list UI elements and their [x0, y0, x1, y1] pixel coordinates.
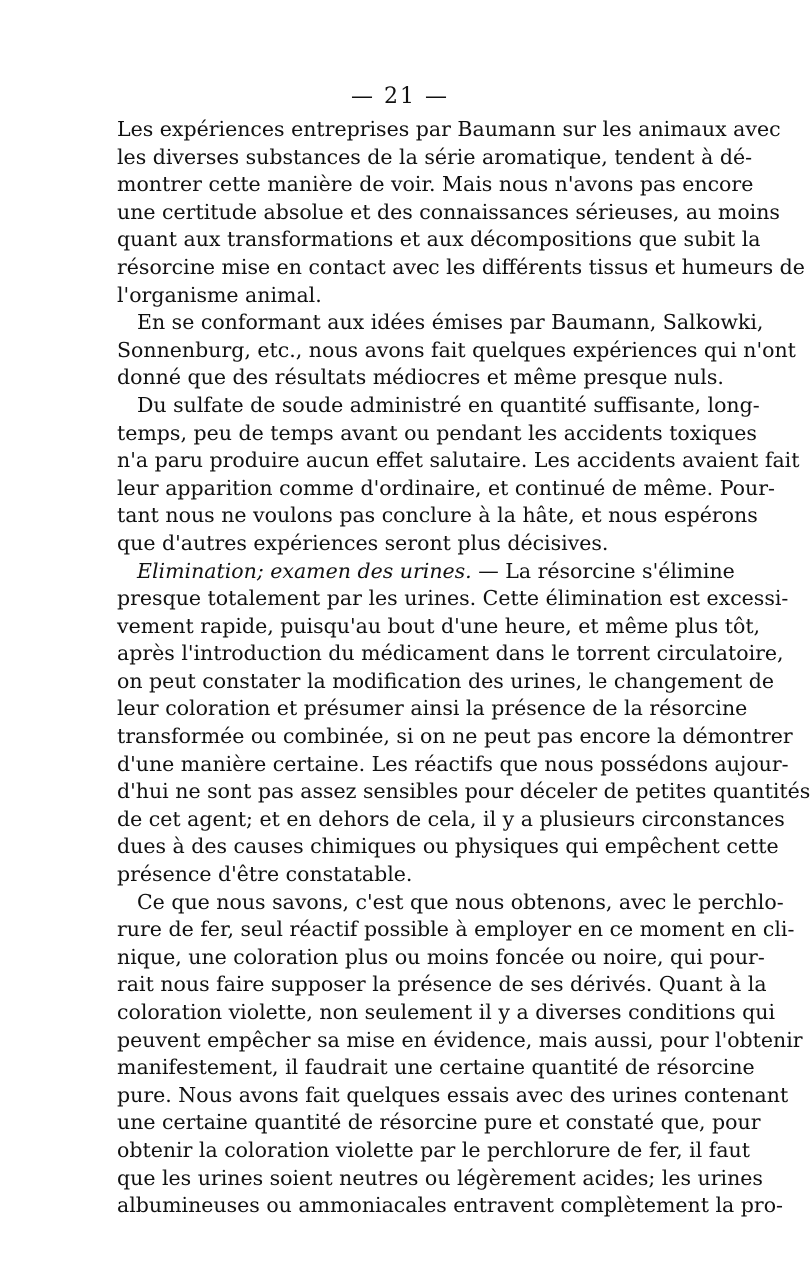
text-line: que les urines soient neutres ou légèrement acides; les urines [117, 1165, 763, 1190]
text-line: Les expériences entreprises par Baumann sur les animaux avec [117, 117, 781, 141]
text-line: n'a paru produire aucun effet salutaire. Les accidents avaient fait [117, 448, 800, 473]
text-line: d'une manière certaine. Les réactifs que nous possédons aujour- [117, 751, 789, 776]
text-line-continuation: — La résorcine s'élimine [471, 558, 735, 583]
text-line: albumineuses ou ammoniacales entravent complètement la pro- [117, 1193, 783, 1218]
text-line: presque totalement par les urines. Cette élimination est excessi- [117, 586, 789, 611]
text-line: leur apparition comme d'ordinaire, et continué de même. Pour- [117, 475, 775, 500]
text-line: donné que des résultats médiocres et même presque nuls. [117, 365, 724, 390]
text-line: transformée ou combinée, si on ne peut pas encore la démontrer [117, 724, 793, 749]
text-line: obtenir la coloration violette par le perchlorure de fer, il faut [117, 1137, 750, 1162]
section-heading-line [117, 558, 735, 586]
text-line: temps, peu de temps avant ou pendant les accidents toxiques [117, 420, 757, 445]
text-line: de cet agent; et en dehors de cela, il y a plusieurs circonstances [117, 806, 785, 831]
section-heading: Elimination; examen des urines. [137, 558, 472, 583]
text-line: que d'autres expériences seront plus décisives. [117, 530, 609, 555]
text-line: manifestement, il faudrait une certaine quantité de résorcine [117, 1055, 755, 1080]
text-line: dues à des causes chimiques ou physiques qui empêchent cette [117, 834, 779, 859]
text-line: après l'introduction du médicament dans le torrent circulatoire, [117, 641, 784, 666]
text-line: Sonnenburg, etc., nous avons fait quelques expériences qui n'ont [117, 337, 796, 362]
text-line: les diverses substances de la série aromatique, tendent à dé- [117, 144, 753, 169]
text-line: l'organisme animal. [117, 282, 322, 307]
text-line: rait nous faire supposer la présence de ses dérivés. Quant à la [117, 972, 767, 997]
body-text [117, 116, 810, 1220]
text-line: En se conformant aux idées émises par Baumann, Salkowki, [137, 310, 764, 335]
text-line: montrer cette manière de voir. Mais nous n'avons pas encore [117, 172, 754, 197]
text-line: d'hui ne sont pas assez sensibles pour déceler de petites quantités [117, 779, 810, 804]
text-line: on peut constater la modification des urines, le changement de [117, 668, 775, 693]
text-line: une certaine quantité de résorcine pure et constaté que, pour [117, 1110, 761, 1135]
text-line: quant aux transformations et aux décompositions que subit la [117, 227, 761, 252]
text-line: une certitude absolue et des connaissances sérieuses, au moins [117, 199, 780, 224]
text-line: Du sulfate de soude administré en quantité suffisante, long- [137, 392, 760, 417]
text-line: vement rapide, puisqu'au bout d'une heure, et même plus tôt, [117, 613, 761, 638]
page-number: — 21 — [351, 84, 449, 109]
text-line: pure. Nous avons fait quelques essais avec des urines contenant [117, 1082, 789, 1107]
text-line: coloration violette, non seulement il y a diverses conditions qui [117, 1000, 776, 1024]
text-line: résorcine mise en contact avec les différents tissus et humeurs de [117, 254, 805, 279]
text-line: nique, une coloration plus ou moins foncée ou noire, qui pour- [117, 944, 765, 969]
text-line: leur coloration et présumer ainsi la présence de la résorcine [117, 696, 748, 721]
text-line: présence d'être constatable. [117, 862, 413, 887]
text-line: peuvent empêcher sa mise en évidence, mais aussi, pour l'obtenir [117, 1027, 803, 1052]
text-line: rure de fer, seul réactif possible à employer en ce moment en cli- [117, 917, 795, 942]
text-line: Ce que nous savons, c'est que nous obtenons, avec le perchlo- [137, 889, 784, 914]
text-line: tant nous ne voulons pas conclure à la hâte, et nous espérons [117, 503, 758, 528]
